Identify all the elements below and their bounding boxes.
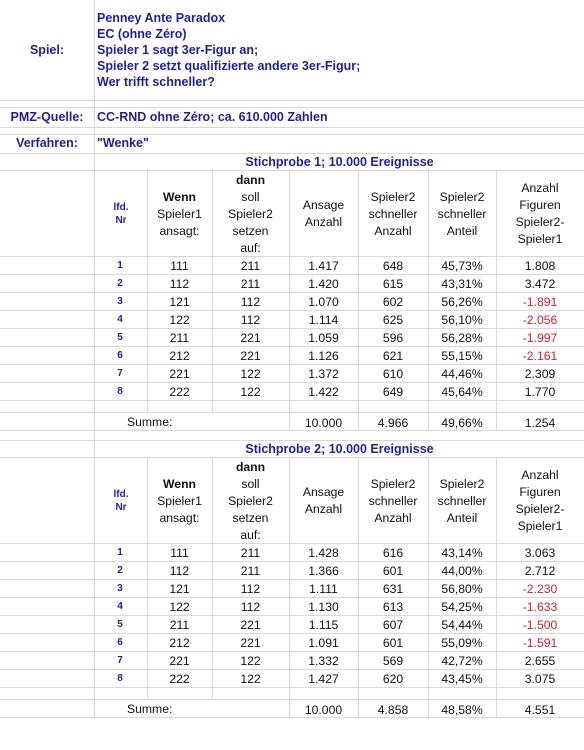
spacer-row [0,128,584,135]
row-dann: 221 [240,349,261,363]
ansage-header-line: Ansage [302,485,345,499]
row-dann: 122 [240,367,261,381]
row-anzahl: 616 [382,546,404,560]
spiel-line-1: Penney Ante Paradox [97,11,226,25]
row-ansage: 1.417 [308,259,339,273]
summe-anteil: 48,58% [441,703,483,717]
row-ansage: 1.114 [308,313,339,327]
figuren-header-line: Spieler1 [517,232,563,246]
row-wenn: 221 [169,654,190,668]
row-anteil: 56,26% [441,295,483,309]
dann-header-line: dann [235,459,266,474]
row-figuren: 1.808 [524,259,556,273]
row-nr: 2 [117,278,123,289]
row-ansage: 1.070 [308,295,339,309]
row-nr: 3 [117,296,123,307]
verfahren-label: Verfahren: [16,136,78,150]
row-dann: 122 [240,654,261,668]
schneller-anteil-header-line: schneller [437,206,487,221]
figuren-header-line: Spieler2- [515,502,565,516]
column-divider [289,171,290,413]
column-divider [428,458,429,700]
schneller-anteil-header [428,189,496,240]
row-anteil: 54,25% [441,600,483,614]
row-ansage: 1.428 [308,546,339,560]
summe-anzahl: 4.966 [377,416,409,430]
row-dann: 112 [240,582,261,596]
row-wenn: 222 [169,385,190,399]
schneller-anzahl-header [358,189,428,240]
row-ansage: 1.366 [308,564,339,578]
nr-header [95,201,147,227]
figuren-header-line: Spieler2- [515,215,565,229]
wenn-header-line: Wenn [163,476,196,491]
row-anzahl: 610 [382,367,404,381]
row-anteil: 56,28% [441,331,483,345]
schneller-anteil-header-line: Spieler2 [439,189,485,204]
row-dann: 211 [240,546,261,560]
row-anzahl: 601 [382,564,404,578]
spiel-line-2: EC (ohne Zéro) [97,27,187,41]
summe-figuren: 4.551 [524,703,556,717]
summe-anteil: 49,66% [441,416,483,430]
row-figuren: -1.997 [522,331,558,345]
row-figuren: 3.063 [524,546,556,560]
row-figuren: 2.712 [524,564,556,578]
column-divider [496,413,497,431]
label-column-divider [94,154,95,431]
schneller-anteil-header-line: Spieler2 [439,476,485,491]
ansage-header-line: Ansage [302,198,345,212]
row-anteil: 45,73% [441,259,483,273]
pmz-value: CC-RND ohne Zéro; ca. 610.000 Zahlen [97,110,328,124]
spiel-label: Spiel: [29,43,65,57]
dann-header-line: dann [235,172,266,187]
column-divider [358,171,359,413]
row-wenn: 211 [169,331,190,345]
ansage-header-line: Anzahl [304,215,343,229]
nr-header-line: Nr [115,502,127,513]
row-nr: 6 [117,637,123,648]
figuren-header-line: Spieler1 [517,519,563,533]
summe-ansage: 10.000 [304,416,343,430]
schneller-anteil-header-line: Anteil [446,510,478,525]
row-figuren: -2.056 [522,313,558,327]
row-nr: 5 [117,619,123,630]
dann-header-line: auf: [240,240,261,255]
column-divider [428,700,429,718]
schneller-anzahl-header-line: Anzahl [374,510,412,525]
row-anzahl: 607 [382,618,404,632]
row-figuren: -2.230 [522,582,558,596]
row-wenn: 112 [169,277,190,291]
label-column-divider [94,441,95,718]
sample-title: Stichprobe 2; 10.000 Ereignisse [245,442,434,456]
row-nr: 8 [117,673,123,684]
row-dann: 211 [240,259,261,273]
row-nr: 5 [117,332,123,343]
row-wenn: 221 [169,367,190,381]
ansage-header-line: Anzahl [304,502,343,516]
figuren-header [496,467,584,535]
row-figuren: 2.655 [524,654,556,668]
spiel-line-4: Spieler 2 setzt qualifizierte andere 3er-Figur; [97,59,361,73]
row-wenn: 212 [169,349,190,363]
schneller-anteil-header-line: Anteil [446,223,478,238]
schneller-anteil-header [428,476,496,527]
row-dann: 221 [240,636,261,650]
row-wenn: 222 [169,672,190,686]
row-wenn: 111 [170,259,189,273]
schneller-anzahl-header-line: schneller [368,493,418,508]
column-divider [147,458,148,700]
column-divider [212,171,213,413]
row-dann: 211 [240,564,261,578]
figuren-header-line: Anzahl [521,181,559,195]
row-anteil: 43,45% [441,672,483,686]
row-anteil: 55,09% [441,636,483,650]
column-divider [212,458,213,700]
row-anteil: 55,15% [441,349,483,363]
schneller-anteil-header-line: schneller [437,493,487,508]
row-figuren: -1.500 [522,618,558,632]
row-dann: 211 [240,277,261,291]
row-figuren: 3.472 [524,277,556,291]
wenn-header [147,189,212,240]
dann-header [212,172,289,257]
row-ansage: 1.420 [308,277,339,291]
nr-header-line: Nr [115,215,127,226]
spiel-line-3: Spieler 1 sagt 3er-Figur an; [97,43,259,57]
row-wenn: 122 [169,313,190,327]
row-anzahl: 625 [382,313,404,327]
row-ansage: 1.422 [308,385,339,399]
figuren-header-line: Figuren [519,198,561,212]
row-nr: 1 [117,547,123,558]
summe-figuren: 1.254 [524,416,556,430]
row-nr: 4 [117,314,123,325]
row-ansage: 1.126 [308,349,339,363]
row-wenn: 122 [169,600,190,614]
row-ansage: 1.091 [308,636,339,650]
row-anteil: 43,14% [441,546,483,560]
row-anzahl: 648 [382,259,404,273]
row-anteil: 45,64% [441,385,483,399]
row-anteil: 42,72% [441,654,483,668]
column-divider [358,458,359,700]
row-nr: 1 [117,260,123,271]
row-nr: 4 [117,601,123,612]
row-anzahl: 613 [382,600,404,614]
schneller-anzahl-header-line: Spieler2 [370,189,416,204]
row-dann: 221 [240,618,261,632]
row-anzahl: 615 [382,277,404,291]
row-wenn: 121 [169,582,190,596]
pmz-label: PMZ-Quelle: [10,110,84,124]
row-figuren: -1.891 [522,295,558,309]
row-nr: 7 [117,655,123,666]
row-anteil: 56,10% [441,313,483,327]
column-divider [289,700,290,718]
dann-header-line: soll [241,189,260,204]
column-divider [358,413,359,431]
row-nr: 7 [117,368,123,379]
label-column-divider [94,431,95,441]
summe-anzahl: 4.858 [377,703,409,717]
row-nr: 3 [117,583,123,594]
row-ansage: 1.130 [308,600,339,614]
row-wenn: 111 [170,546,189,560]
row-ansage: 1.427 [308,672,339,686]
row-dann: 112 [240,295,261,309]
column-divider [496,171,497,413]
column-divider [428,413,429,431]
row-wenn: 212 [169,636,190,650]
row-ansage: 1.372 [308,367,339,381]
row-dann: 112 [240,600,261,614]
spacer-row [0,431,584,441]
row-figuren: -2.161 [522,349,558,363]
column-divider [147,171,148,413]
wenn-header [147,476,212,527]
spiel-line-5: Wer trifft schneller? [97,75,215,89]
summe-label: Summe: [127,702,173,716]
sample-title: Stichprobe 1; 10.000 Ereignisse [245,155,434,169]
ansage-header [289,484,358,518]
wenn-header-line: ansagt: [159,510,200,525]
row-anzahl: 601 [382,636,404,650]
row-figuren: 3.075 [524,672,556,686]
row-nr: 6 [117,350,123,361]
row-dann: 122 [240,385,261,399]
row-anteil: 43,31% [441,277,483,291]
column-divider [289,413,290,431]
summe-ansage: 10.000 [304,703,343,717]
dann-header-line: setzen [232,223,269,238]
dann-header-line: Spieler2 [228,493,273,508]
ansage-header [289,197,358,231]
row-wenn: 211 [169,618,190,632]
row-nr: 2 [117,565,123,576]
row-anteil: 56,80% [441,582,483,596]
verfahren-value: "Wenke" [97,136,149,150]
dann-header-line: Spieler2 [228,206,273,221]
row-anteil: 44,00% [441,564,483,578]
row-dann: 221 [240,331,261,345]
schneller-anzahl-header [358,476,428,527]
figuren-header [496,180,584,248]
dann-header-line: auf: [240,527,261,542]
dann-header-line: soll [241,476,260,491]
row-anzahl: 621 [382,349,404,363]
row-anzahl: 569 [382,654,404,668]
row-wenn: 112 [169,564,190,578]
nr-header-line: lfd. [113,489,129,500]
row-figuren: -1.633 [522,600,558,614]
row-dann: 112 [240,313,261,327]
summe-label: Summe: [127,415,173,429]
row-ansage: 1.111 [309,582,338,596]
row-wenn: 121 [169,295,190,309]
row-ansage: 1.115 [308,618,339,632]
row-anzahl: 602 [382,295,404,309]
dann-header-line: setzen [232,510,269,525]
schneller-anzahl-header-line: schneller [368,206,418,221]
wenn-header-line: Spieler1 [157,493,202,508]
figuren-header-line: Anzahl [521,468,559,482]
row-ansage: 1.332 [308,654,339,668]
column-divider [358,700,359,718]
wenn-header-line: ansagt: [159,223,200,238]
row-figuren: 1.770 [524,385,556,399]
nr-header [95,488,147,514]
row-anzahl: 596 [382,331,404,345]
figuren-header-line: Figuren [519,485,561,499]
row-dann: 122 [240,672,261,686]
row-anteil: 54,44% [441,618,483,632]
row-anteil: 44,46% [441,367,483,381]
row-figuren: 2.309 [524,367,556,381]
column-divider [289,458,290,700]
row-ansage: 1.059 [308,331,339,345]
row-figuren: -1.591 [522,636,558,650]
schneller-anzahl-header-line: Anzahl [374,223,412,238]
schneller-anzahl-header-line: Spieler2 [370,476,416,491]
dann-header [212,459,289,544]
wenn-header-line: Wenn [163,189,196,204]
column-divider [496,700,497,718]
wenn-header-line: Spieler1 [157,206,202,221]
row-anzahl: 649 [382,385,404,399]
row-anzahl: 631 [382,582,404,596]
column-divider [496,458,497,700]
row-anzahl: 620 [382,672,404,686]
column-divider [428,171,429,413]
nr-header-line: lfd. [113,202,129,213]
spacer-row [0,101,584,108]
row-nr: 8 [117,386,123,397]
